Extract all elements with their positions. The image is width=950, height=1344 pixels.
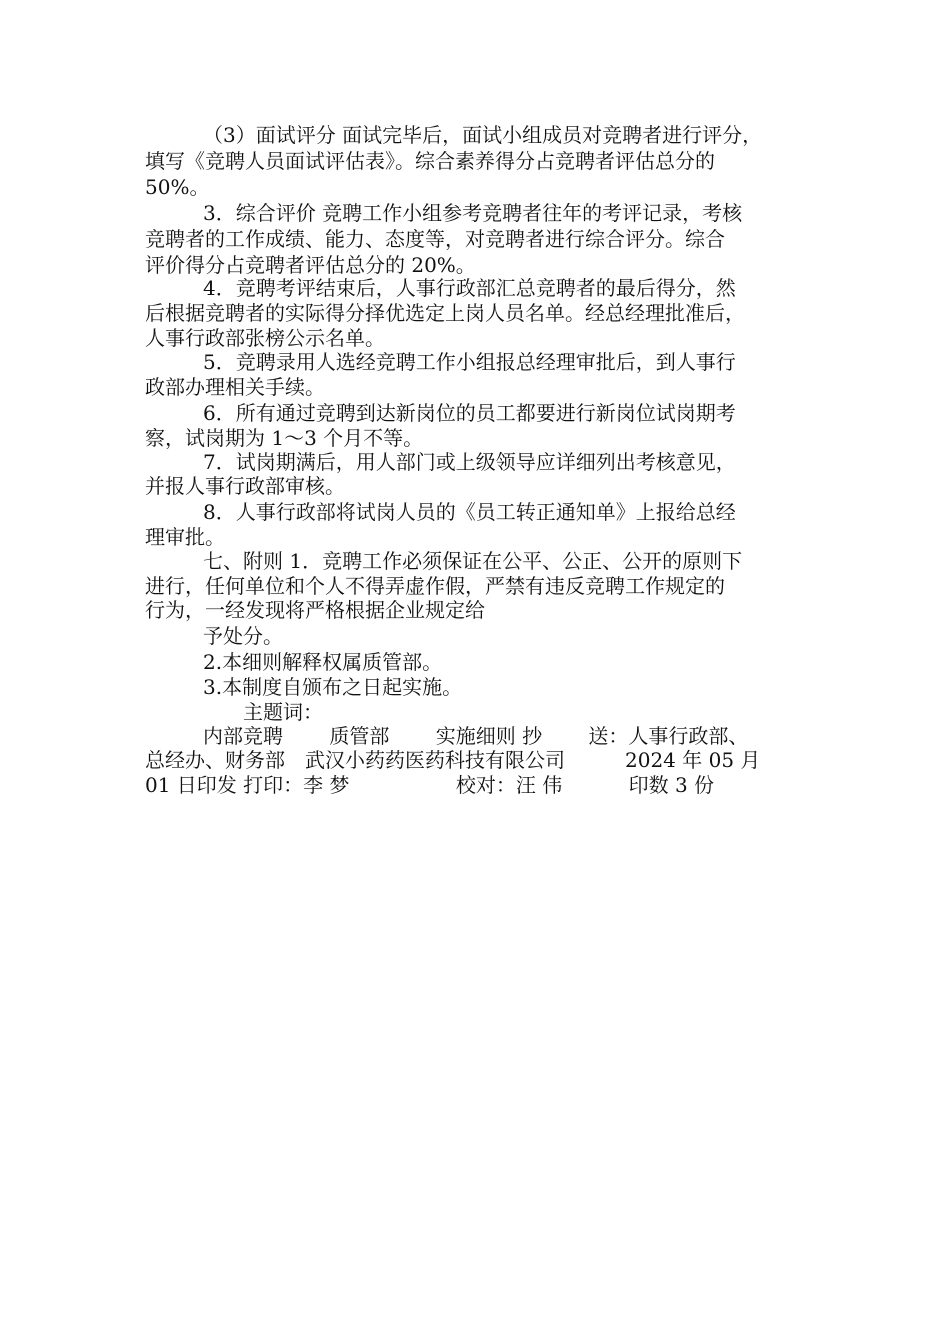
text-line: 评价得分占竞聘者评估总分的 20%。	[145, 253, 476, 277]
text-line: 2.本细则解释权属质管部。	[203, 650, 443, 674]
text-line: 填写《竞聘人员面试评估表》。综合素养得分占竞聘者评估总分的	[145, 149, 715, 173]
text-line: （3）面试评分 面试完毕后，面试小组成员对竞聘者进行评分，	[203, 123, 763, 147]
text-line: 后根据竞聘者的实际得分择优选定上岗人员名单。经总经理批准后，	[145, 301, 745, 325]
text-line: 7．试岗期满后，用人部门或上级领导应详细列出考核意见，	[203, 450, 736, 474]
text-line: 4．竞聘考评结束后，人事行政部汇总竞聘者的最后得分，然	[203, 276, 736, 300]
text-line: 3.本制度自颁布之日起实施。	[203, 675, 463, 699]
text-line: 50%。	[145, 175, 210, 199]
text-line: 予处分。	[203, 624, 283, 648]
text-line: 行为，一经发现将严格根据企业规定给	[145, 598, 485, 622]
text-line: 理审批。	[145, 525, 225, 549]
text-line: 察，试岗期为 1～3 个月不等。	[145, 426, 424, 450]
text-line: 人事行政部张榜公示名单。	[145, 326, 385, 350]
text-line: 内部竞聘 质管部 实施细则 抄 送：人事行政部、	[203, 724, 749, 748]
text-line: 总经办、财务部 武汉小药药医药科技有限公司 2024 年 05 月	[145, 748, 761, 772]
text-line: 主题词：	[243, 700, 323, 724]
text-line: 七、附则 1．竞聘工作必须保证在公平、公正、公开的原则下	[203, 549, 743, 573]
text-line: 竞聘者的工作成绩、能力、态度等，对竞聘者进行综合评分。综合	[145, 227, 725, 251]
text-line: 进行，任何单位和个人不得弄虚作假，严禁有违反竞聘工作规定的	[145, 574, 725, 598]
text-line: 政部办理相关手续。	[145, 375, 325, 399]
text-line: 6．所有通过竞聘到达新岗位的员工都要进行新岗位试岗期考	[203, 401, 736, 425]
text-line: 01 日印发 打印：李 梦 校对：汪 伟 印数 3 份	[145, 773, 715, 797]
text-line: 5．竞聘录用人选经竞聘工作小组报总经理审批后，到人事行	[203, 350, 736, 374]
text-line: 8．人事行政部将试岗人员的《员工转正通知单》上报给总经	[203, 500, 736, 524]
text-line: 并报人事行政部审核。	[145, 474, 345, 498]
text-line: 3．综合评价 竞聘工作小组参考竞聘者往年的考评记录，考核	[203, 201, 743, 225]
